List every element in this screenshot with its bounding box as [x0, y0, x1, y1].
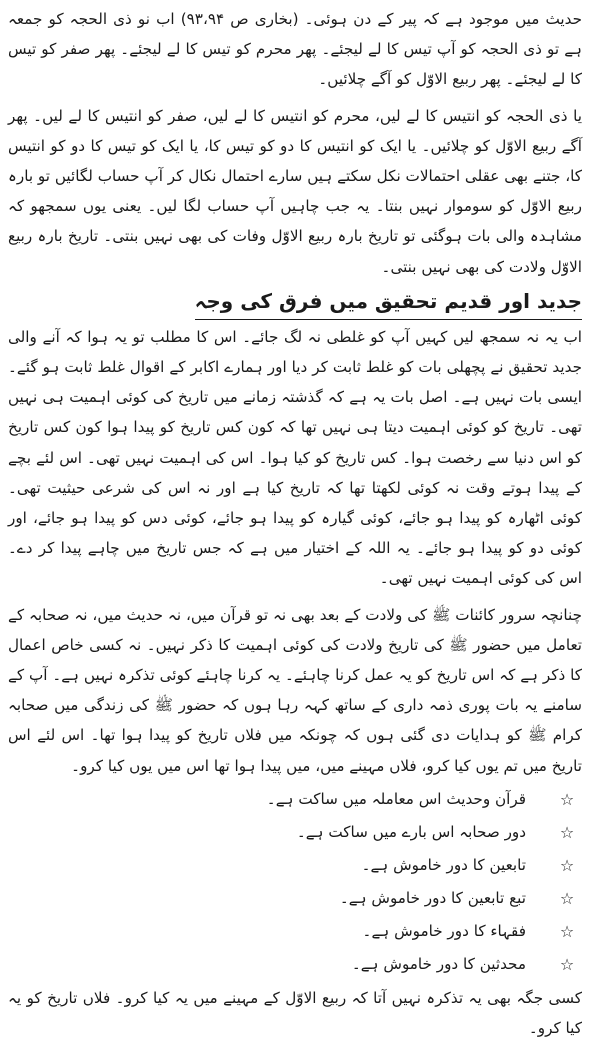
- list-item-text: فقہاء کا دور خاموش ہے۔: [362, 922, 526, 941]
- list-item: [8, 915, 582, 948]
- list-item: [8, 948, 582, 981]
- list-item: [8, 849, 582, 882]
- star-icon: ☆: [559, 954, 575, 974]
- section-heading: [195, 284, 582, 320]
- star-icon: ☆: [559, 789, 575, 809]
- paragraph-calculation-possibilities: یا ذی الحجہ کو انتیس کا لے لیں، محرم کو انتیس کا لے لیں، صفر کو انتیس کا لے لیں۔ پھر آگے ربیع الاوّل کو چلائیں۔ یا ایک کو انتیس کا دو کو تیس کا، یا ایک کو تیس کا دو کو انتیس کا، جتنے بھی عقلی احتمالات نکل سکتے ہیں سارے احتمال نکال کر آپ حساب لگائیں تو بارہ ربیع الاوّل کو سوموار نہیں بنتا۔ یہ جب چاہیں آپ حساب لگا لیں۔ یعنی یوں سمجھو کہ مشاہدہ والی بات ہوگئی تو تاریخ بارہ ربیع الاوّل وفات کی بھی نہیں بنتی۔ تاریخ بارہ ربیع الاوّل ولادت کی بھی نہیں بنتی۔: [8, 106, 582, 276]
- section-heading-text: جدید اور قدیم تحقیق میں فرق کی وجہ: [195, 284, 582, 320]
- list-item-text: تبع تابعین کا دور خاموش ہے۔: [339, 889, 526, 908]
- closing-paragraph: کسی جگہ بھی یہ تذکرہ نہیں آتا کہ ربیع الاوّل کے مہینے میں یہ کیا کرو۔ فلاں تاریخ کو یہ کیا کرو۔: [8, 988, 582, 1037]
- star-icon: ☆: [559, 855, 575, 875]
- paragraph-no-mention-in-sources: چنانچہ سرور کائنات ﷺ کی ولادت کے بعد بھی نہ تو قرآن میں، نہ حدیث میں، نہ صحابہ کے تعامل میں حضور ﷺ کی تاریخ ولادت کی کوئی اہمیت کا ذکر نہیں۔ نہ کسی خاص اعمال کا ذکر ہے کہ اس تاریخ کو یہ عمل کرنا چاہئے۔ یہ کرنا چاہئے کوئی تذکرہ نہیں ہے۔ آپ کے سامنے یہ بات پوری ذمہ داری کے ساتھ کہہ رہا ہوں کہ حضور ﷺ کی زندگی میں صحابہ کرام ﷺ کو ہدایات دی گئی ہوں کہ چونکہ میں فلاں تاریخ کو پیدا ہوا تھا۔ اس لئے اس تاریخ میں تم یوں کیا کرو، فلاں مہینے میں، میں پیدا ہوا تھا اس میں یوں کیا کرو۔: [8, 605, 582, 775]
- list-item-text: تابعین کا دور خاموش ہے۔: [361, 856, 526, 875]
- list-item-text: قرآن وحدیث اس معاملہ میں ساکت ہے۔: [266, 790, 526, 809]
- star-icon: ☆: [559, 921, 575, 941]
- list-item: [8, 816, 582, 849]
- list-item-text: محدثین کا دور خاموش ہے۔: [351, 955, 526, 974]
- paragraph-importance-of-dates: اب یہ نہ سمجھ لیں کہیں آپ کو غلطی نہ لگ جائے۔ اس کا مطلب تو یہ ہوا کہ آنے والی جدید تحقیق نے پچھلی بات کو غلط ثابت کر دیا اور ہمارے اکابر کے اقوال غلط ثابت ہو گئے۔ ایسی بات نہیں ہے۔ اصل بات یہ ہے کہ گذشتہ زمانے میں تاریخ کی کوئی اہمیت ہی نہیں تھی۔ تاریخ کو کوئی اہمیت دیتا ہی نہیں تھا کہ کون کس تاریخ کو پیدا ہوا کون کس تاریخ کو اس دنیا سے رخصت ہوا۔ کس تاریخ کو کیا ہوا۔ اس کی اہمیت نہیں تھی۔ اس لئے بچے کے پیدا ہوتے وقت نہ کوئی لکھتا تھا کہ تاریخ کیا ہے اور نہ اس کی شرعی حیثیت تھی۔ کوئی اٹھارہ کو پیدا ہو جائے، کوئی گیارہ کو پیدا ہو جائے، کوئی دس کو پیدا ہو جائے، اور کوئی دو کو پیدا ہو جائے۔ یہ اللہ کے اختیار میں ہے کہ جس تاریخ میں چاہے پیدا کر دے۔ اس کی کوئی اہمیت نہیں تھی۔: [8, 327, 582, 588]
- list-item: [8, 882, 582, 915]
- star-icon: ☆: [559, 822, 575, 842]
- list-item: [8, 783, 582, 816]
- paragraph-birth-day-reference: حدیث میں موجود ہے کہ پیر کے دن ہوئی۔ (بخاری ص ۹۳،۹۴) اب نو ذی الحجہ کو جمعہ ہے تو ذی الحجہ کو آپ تیس کا لے لیجئے۔ پھر محرم کو تیس کا لے لیجئے۔ پھر صفر کو تیس کا لے لیجئے۔ پھر ربیع الاوّل کو آگے چلائیں۔: [8, 10, 582, 89]
- star-icon: ☆: [559, 888, 575, 908]
- section-heading-wrap: [8, 282, 582, 322]
- silence-list: [8, 783, 582, 981]
- list-item-text: دور صحابہ اس بارے میں ساکت ہے۔: [296, 823, 526, 842]
